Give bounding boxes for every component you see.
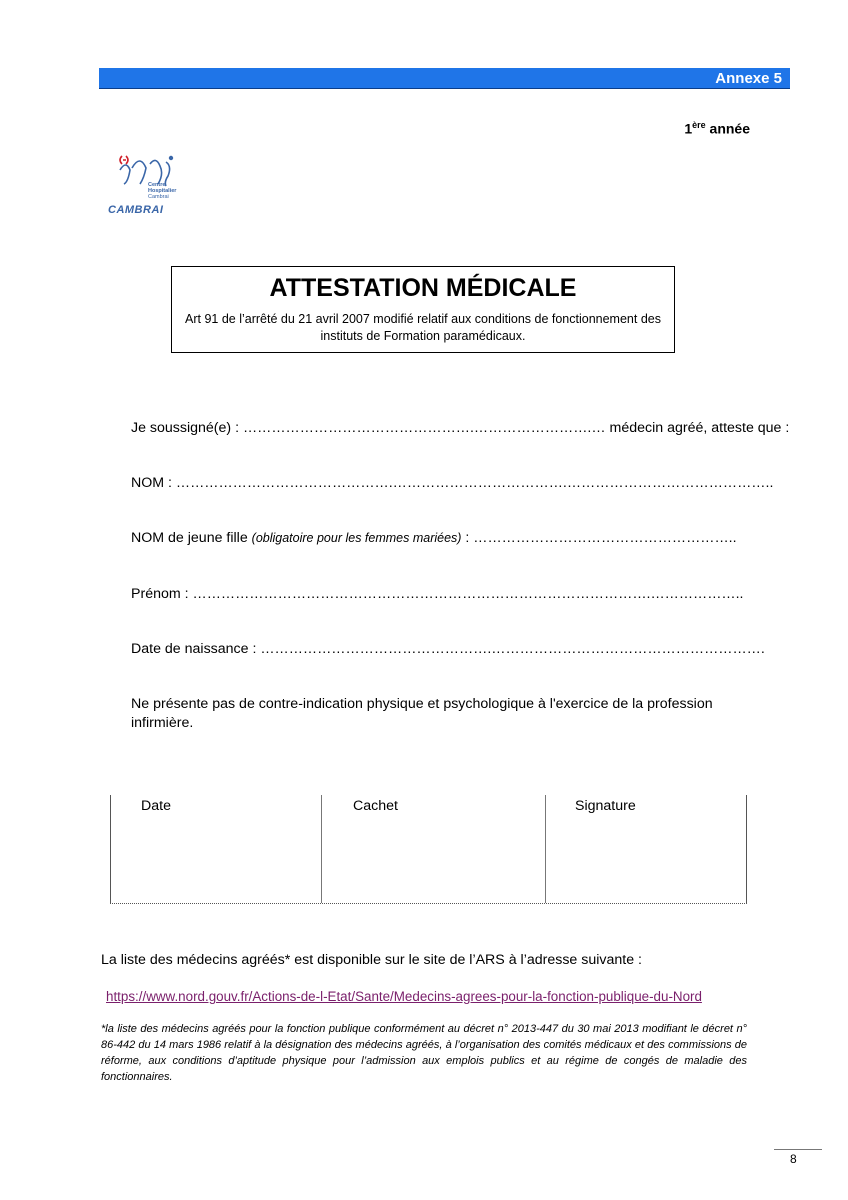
soussigne-field: ………………………………………….…………………….…: [242, 420, 606, 436]
soussigne-line: [131, 418, 789, 438]
year-word: année: [705, 120, 750, 137]
document-subtitle: Art 91 de l’arrêté du 21 avril 2007 modifié relatif aux conditions de fonctionnement des instituts de Formation paramédicaux.: [185, 312, 661, 343]
nom-field: NOM : ……………………………………….……………………………….……………………………………..: [131, 475, 774, 491]
year-label: [660, 120, 750, 137]
page-number: 8: [790, 1152, 797, 1166]
annex-header-bar: [99, 68, 790, 89]
logo-city: CAMBRAI: [108, 204, 164, 216]
cachet-header: Cachet: [353, 798, 398, 814]
signature-table: [110, 795, 747, 904]
year-superscript: ère: [692, 120, 706, 130]
document-title: ATTESTATION MÉDICALE: [269, 274, 577, 302]
logo-centre: Centre: [148, 182, 166, 188]
page-number-rule: [774, 1149, 822, 1150]
soussigne-suffix: médecin agréé, atteste que :: [605, 420, 790, 436]
table-divider: [321, 795, 322, 903]
soussigne-prefix: Je soussigné(e) :: [131, 420, 243, 436]
signature-header: Signature: [575, 798, 636, 814]
hospital-logo: [110, 148, 190, 220]
annex-label: Annexe 5: [715, 70, 782, 87]
date-header: Date: [141, 798, 171, 814]
table-divider: [545, 795, 546, 903]
year-number: 1: [684, 120, 693, 137]
ars-notice: La liste des médecins agréés* est disponible sur le site de l’ARS à l’adresse suivante :: [101, 952, 642, 968]
naissance-field: Date de naissance : ………………………………………….………………………………………………….: [131, 641, 765, 657]
logo-cambrai-small: Cambrai: [148, 194, 169, 200]
aptitude-statement: Ne présente pas de contre-indication physique et psychologique à l'exercice de la profession infirmière.: [131, 696, 713, 731]
logo-hospitalier: Hospitalier: [148, 188, 177, 194]
prenom-field: Prénom : …………………………………………………………………………………….………………..: [131, 586, 744, 602]
jeune-fille-field: : ………………………………………………..: [461, 530, 737, 546]
footnote: *la liste des médecins agréés pour la fonction publique conformément au décret n° 2013-447 du 30 mai 2013 modifiant le décret n° 86-442 du 14 mars 1986 relatif à la désignation des médecins agréés, à l’organisation des comités médicaux et des commissions de réforme, aux conditions d’aptitude physique pour l’admission aux emplois publics et au régime de congés de maladie des fonctionnaires.: [101, 1023, 747, 1083]
jeune-fille-line: [131, 528, 737, 548]
title-box: [171, 266, 675, 353]
jeune-fille-label: NOM de jeune fille: [131, 530, 252, 546]
jeune-fille-note: (obligatoire pour les femmes mariées): [251, 531, 462, 545]
ars-link[interactable]: https://www.nord.gouv.fr/Actions-de-l-Etat/Sante/Medecins-agrees-pour-la-fonction-publique-du-Nord: [106, 989, 702, 1004]
